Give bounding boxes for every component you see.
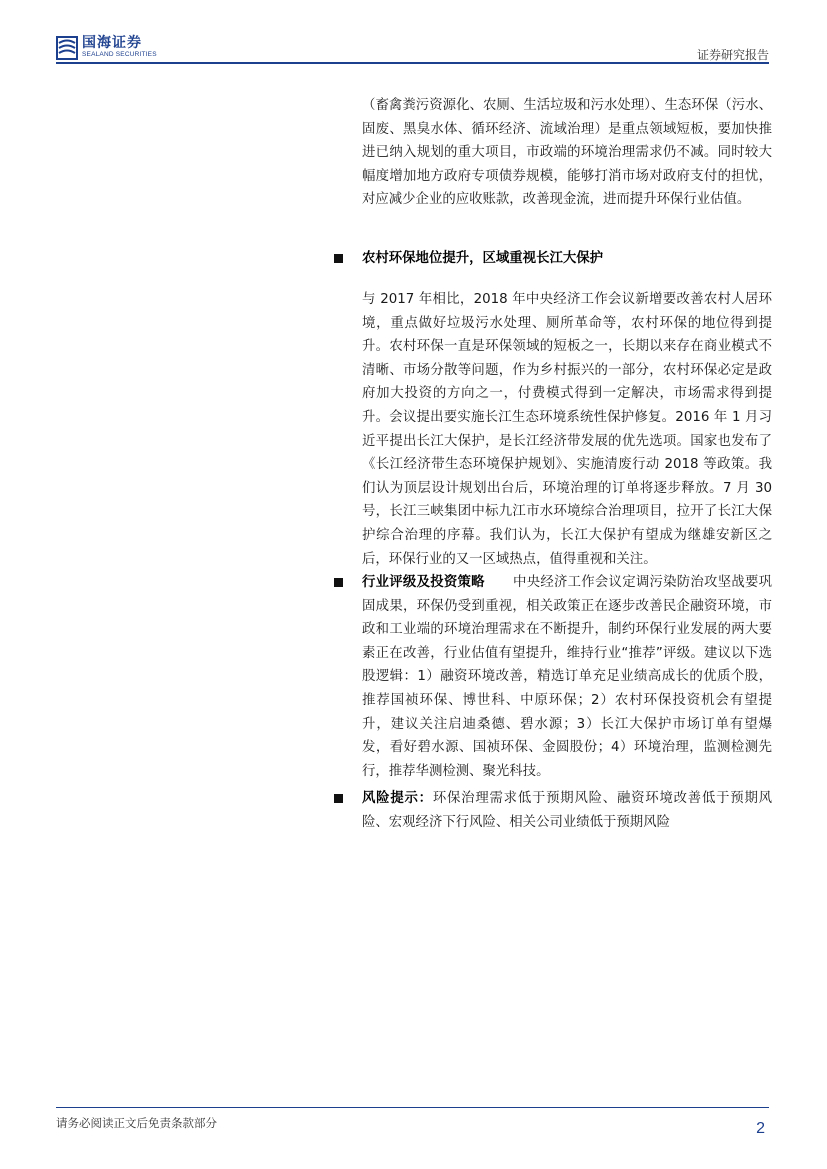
intro-paragraph: （畜禽粪污资源化、农厕、生活垃圾和污水处理）、生态环保（污水、固废、黑臭水体、循环经济、流域治理）是重点领域短板，要加快推进已纳入规划的重大项目，市政端的环境治理需求仍不减。同时较大幅度增加地方政府专项债券规模，能够打消市场对政府支付的担忧，对应减少企业的应收账款，改善现金流，进而提升环保行业估值。: [362, 98, 772, 208]
square-bullet-icon: [334, 254, 343, 263]
square-bullet-icon: [334, 794, 343, 803]
report-type-label: 证券研究报告: [696, 48, 769, 62]
footer-divider: [56, 1107, 769, 1108]
section-rating-strategy: [334, 571, 772, 783]
page-header: [0, 0, 827, 62]
brand-logo: [56, 36, 157, 62]
header-divider: [56, 62, 769, 64]
sealand-logo-icon: [56, 36, 78, 60]
page-number: 2: [756, 1120, 765, 1137]
section-title: 行业评级及投资策略: [362, 575, 485, 590]
section-rural-environment: [334, 247, 772, 266]
disclaimer-text: 请务必阅读正文后免责条款部分: [56, 1116, 217, 1130]
brand-name-en: SEALAND SECURITIES: [82, 51, 157, 58]
section-title: 农村环保地位提升，区域重视长江大保护: [362, 251, 604, 266]
section-body-risk: 环保治理需求低于预期风险、融资环境改善低于预期风险、宏观经济下行风险、相关公司业绩低于预期风险: [362, 791, 773, 830]
section-body-strategy: 中央经济工作会议定调污染防治攻坚战要巩固成果，环保仍受到重视，相关政策正在逐步改善民企融资环境，市政和工业端的环境治理需求在不断提升，制约环保行业发展的两大要素正在改善，行业估值有望提升，维持行业“推荐”评级。建议以下选股逻辑：1）融资环境改善，精选订单充足业绩高成长的优质个股，推荐国祯环保、博世科、中原环保；2）农村环保投资机会有望提升，建议关注启迪桑德、碧水源；3）长江大保护市场订单有望爆发，看好碧水源、国祯环保、金圆股份；4）环境治理，监测检测先行，推荐华测检测、聚光科技。: [362, 575, 773, 779]
brand-name-cn: 国海证券: [82, 35, 142, 51]
section-body-rural: 与 2017 年相比，2018 年中央经济工作会议新增要改善农村人居环境，重点做好垃圾污水处理、厕所革命等，农村环保的地位得到提升。农村环保一直是环保领域的短板之一，长期以来存在商业模式不清晰、市场分散等问题，作为乡村振兴的一部分，农村环保必定是政府加大投资的方向之一，付费模式得到一定解决，市场需求得到提升。会议提出要实施长江生态环境系统性保护修复。2016 年 1 月习近平提出长江大保护，是长江经济带发展的优先选项。国家也发布了《长江经济带生态环境保护规划》、实施清废行动 2018 等政策。我们认为顶层设计规划出台后，环境治理的订单将逐步释放。7 月 30 号，长江三峡集团中标九江市水环境综合治理项目，拉开了长江大保护综合治理的序幕。我们认为，长江大保护有望成为继雄安新区之后，环保行业的又一区域热点，值得重视和关注。: [362, 292, 772, 567]
square-bullet-icon: [334, 578, 343, 587]
section-title: 风险提示：: [362, 791, 433, 806]
section-risk-warning: [334, 787, 772, 834]
